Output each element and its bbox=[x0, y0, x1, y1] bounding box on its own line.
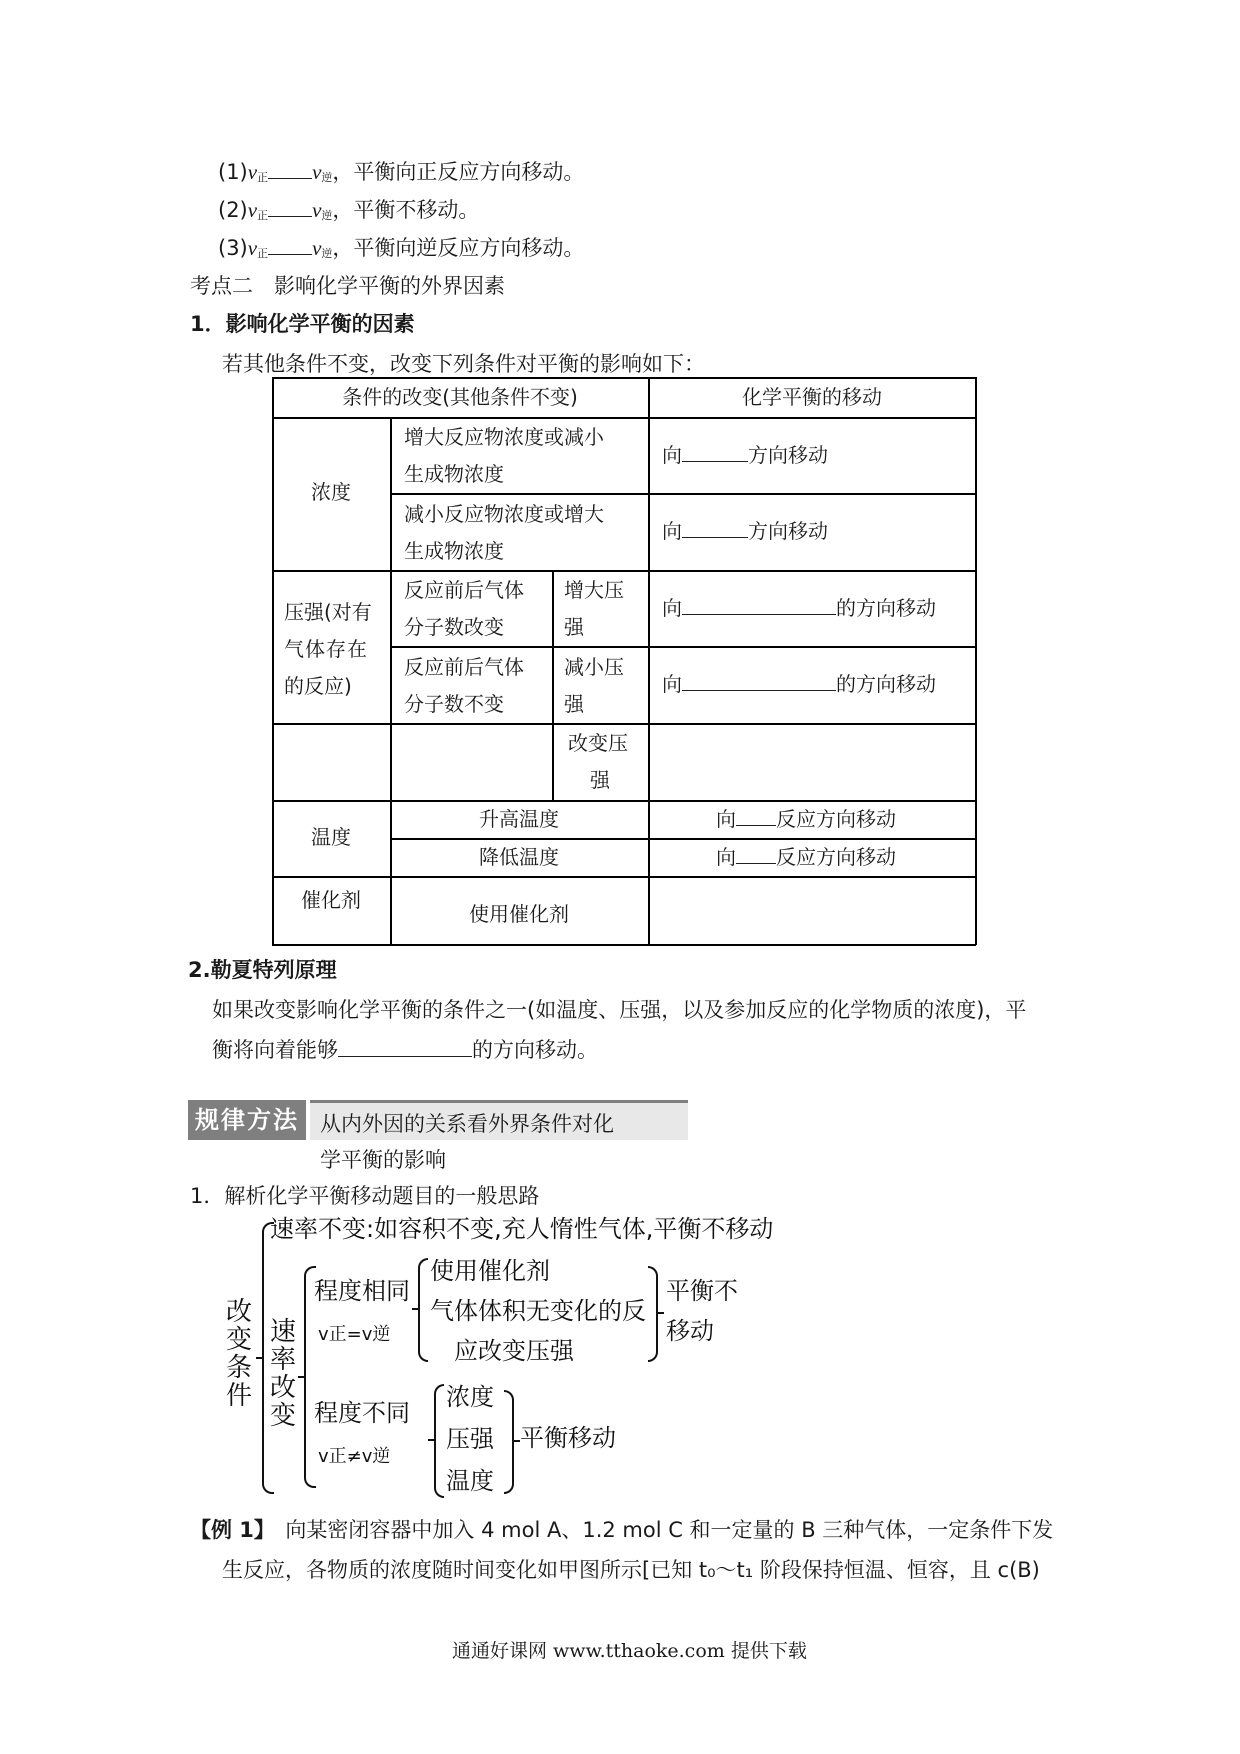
row-label-pressure: 的反应) bbox=[284, 674, 352, 698]
result-cell bbox=[662, 513, 828, 550]
result-cell bbox=[662, 590, 936, 627]
table-rule bbox=[272, 944, 976, 946]
result-pre: 向 bbox=[662, 443, 682, 467]
answer-blank bbox=[268, 236, 312, 255]
method-tag: 规律方法 bbox=[188, 1100, 306, 1140]
table-rule bbox=[390, 417, 392, 945]
line-prefix: (3) bbox=[218, 236, 248, 260]
brace-tip bbox=[256, 1357, 264, 1359]
brace-tip bbox=[428, 1439, 436, 1441]
answer-blank bbox=[682, 443, 748, 462]
same-degree: 程度相同 bbox=[314, 1277, 410, 1305]
same-brace bbox=[418, 1258, 428, 1362]
result-pre: 向 bbox=[716, 845, 736, 869]
rate-char: 率 bbox=[270, 1345, 297, 1375]
gas-volume-line: 应改变压强 bbox=[454, 1337, 574, 1365]
rate-char: 速 bbox=[270, 1317, 297, 1347]
analysis-heading: 1．解析化学平衡移动题目的一般思路 bbox=[190, 1184, 540, 1208]
line-text: ，平衡向正反应方向移动。 bbox=[332, 160, 585, 184]
principle-line: 如果改变影响化学平衡的条件之一(如温度、压强，以及参加反应的化学物质的浓度)，平 bbox=[212, 998, 1027, 1022]
result-post: 反应方向移动 bbox=[776, 807, 896, 831]
v-symbol: v bbox=[312, 198, 322, 222]
principle-post: 的方向移动。 bbox=[472, 1038, 598, 1062]
v-symbol: v bbox=[247, 236, 258, 260]
root-label bbox=[226, 1298, 252, 1410]
factor: 浓度 bbox=[446, 1383, 494, 1411]
header-conditions: 条件的改变(其他条件不变) bbox=[342, 385, 578, 409]
subscript: 正 bbox=[257, 247, 269, 260]
table-rule bbox=[552, 570, 554, 800]
cond-text: 强 bbox=[590, 768, 610, 792]
table-rule bbox=[272, 570, 976, 572]
subscript: 逆 bbox=[321, 209, 333, 222]
item-heading: 2.勒夏特列原理 bbox=[188, 958, 337, 982]
cond-text: 强 bbox=[564, 692, 584, 716]
no-move: 平衡不 bbox=[666, 1277, 738, 1305]
brace-tip bbox=[412, 1308, 420, 1310]
result-cell bbox=[716, 801, 896, 838]
diff-degree: 程度不同 bbox=[314, 1399, 410, 1427]
answer-blank bbox=[268, 160, 312, 179]
result-post: 的方向移动 bbox=[836, 596, 936, 620]
example-tag: 【例 1】 bbox=[190, 1518, 265, 1542]
method-title: 从内外因的关系看外界条件对化 bbox=[320, 1112, 614, 1136]
row-label-pressure: 压强(对有 bbox=[284, 600, 372, 624]
table-rule bbox=[390, 493, 976, 495]
row-label-pressure: 气体存在 bbox=[284, 637, 368, 661]
table-rule bbox=[390, 646, 976, 648]
v-symbol: v bbox=[312, 160, 322, 184]
line-text: ，平衡向逆反应方向移动。 bbox=[332, 236, 585, 260]
result-cell bbox=[662, 437, 828, 474]
cond-text: 增大反应物浓度或减小 bbox=[404, 425, 604, 449]
footer: 通通好课网 www.tthaoke.com 提供下载 bbox=[452, 1640, 807, 1662]
table-rule bbox=[272, 377, 274, 945]
v-symbol: v bbox=[247, 198, 258, 222]
intro-line-3 bbox=[218, 234, 584, 268]
subscript: 逆 bbox=[321, 247, 333, 260]
no-move-brace bbox=[648, 1266, 658, 1362]
example-line-1 bbox=[190, 1516, 1053, 1544]
root-char: 条 bbox=[226, 1353, 253, 1383]
table-rule bbox=[648, 377, 650, 945]
result-pre: 向 bbox=[662, 672, 682, 696]
use-catalyst: 使用催化剂 bbox=[430, 1257, 550, 1285]
cond-text: 生成物浓度 bbox=[404, 539, 504, 563]
diff-neq: v正≠v逆 bbox=[318, 1446, 391, 1467]
cond-text: 升高温度 bbox=[479, 807, 559, 831]
subscript: 正 bbox=[257, 171, 269, 184]
cond-text: 分子数改变 bbox=[404, 615, 504, 639]
root-char: 改 bbox=[226, 1297, 253, 1327]
intro-line-1 bbox=[218, 158, 584, 192]
no-move: 移动 bbox=[666, 1317, 714, 1345]
gas-volume-line: 气体体积无变化的反 bbox=[430, 1297, 646, 1325]
result-pre: 向 bbox=[716, 807, 736, 831]
row-label-concentration: 浓度 bbox=[311, 480, 351, 504]
result-pre: 向 bbox=[662, 596, 682, 620]
same-eq: v正=v逆 bbox=[318, 1324, 391, 1345]
table-rule bbox=[975, 377, 977, 945]
factor: 压强 bbox=[446, 1425, 494, 1453]
row-label-catalyst: 催化剂 bbox=[301, 888, 361, 912]
v-symbol: v bbox=[312, 236, 322, 260]
rate-char: 改 bbox=[270, 1373, 297, 1403]
factor: 温度 bbox=[446, 1467, 494, 1495]
answer-blank bbox=[682, 672, 836, 691]
row-label-temperature: 温度 bbox=[311, 825, 351, 849]
cond-text: 反应前后气体 bbox=[404, 578, 524, 602]
line-prefix: (1) bbox=[218, 160, 248, 184]
method-banner bbox=[188, 1100, 688, 1140]
cond-text: 减小反应物浓度或增大 bbox=[404, 502, 604, 526]
rate-unchanged: 速率不变:如容积不变,充人惰性气体,平衡不移动 bbox=[270, 1215, 774, 1243]
brace-tip bbox=[656, 1312, 664, 1314]
result-post: 方向移动 bbox=[748, 443, 828, 467]
answer-blank bbox=[682, 519, 748, 538]
brace-tip bbox=[512, 1440, 520, 1442]
subscript: 正 bbox=[257, 209, 269, 222]
cond-text: 减小压 bbox=[564, 655, 624, 679]
cond-text: 使用催化剂 bbox=[469, 902, 569, 926]
table-rule bbox=[272, 417, 976, 419]
brace-tip bbox=[298, 1376, 306, 1378]
result-cell bbox=[662, 666, 936, 703]
cond-text: 反应前后气体 bbox=[404, 655, 524, 679]
answer-blank bbox=[736, 845, 776, 864]
answer-blank bbox=[338, 1038, 472, 1057]
example-text: 向某密闭容器中加入 4 mol A、1.2 mol C 和一定量的 B 三种气体，一定条件下发 bbox=[264, 1518, 1054, 1542]
example-line-2: 生反应，各物质的浓度随时间变化如甲图所示[已知 t₀～t₁ 阶段保持恒温、恒容，且 c(B) bbox=[222, 1558, 1040, 1582]
result-post: 反应方向移动 bbox=[776, 845, 896, 869]
cond-text: 强 bbox=[564, 615, 584, 639]
v-symbol: v bbox=[247, 160, 258, 184]
item-intro: 若其他条件不变，改变下列条件对平衡的影响如下： bbox=[222, 352, 705, 376]
answer-blank bbox=[682, 596, 836, 615]
cond-text: 分子数不变 bbox=[404, 692, 504, 716]
cond-text: 生成物浓度 bbox=[404, 462, 504, 486]
result-post: 的方向移动 bbox=[836, 672, 936, 696]
intro-line-2 bbox=[218, 196, 479, 230]
table-rule bbox=[272, 876, 976, 878]
item-heading: 1．影响化学平衡的因素 bbox=[190, 312, 415, 336]
cond-text: 改变压 bbox=[568, 731, 628, 755]
line-prefix: (2) bbox=[218, 198, 248, 222]
factors-table bbox=[272, 377, 976, 945]
cond-text: 降低温度 bbox=[479, 845, 559, 869]
principle-line bbox=[212, 1036, 598, 1064]
result-post: 方向移动 bbox=[748, 519, 828, 543]
root-char: 件 bbox=[226, 1381, 253, 1411]
equilibrium-move: 平衡移动 bbox=[520, 1424, 616, 1452]
rate-char: 变 bbox=[270, 1401, 297, 1431]
result-pre: 向 bbox=[662, 519, 682, 543]
result-cell bbox=[716, 839, 896, 876]
header-shift: 化学平衡的移动 bbox=[742, 385, 882, 409]
line-text: ，平衡不移动。 bbox=[332, 198, 480, 222]
rate-change-label bbox=[270, 1318, 296, 1430]
cond-text: 增大压 bbox=[564, 578, 624, 602]
root-char: 变 bbox=[226, 1325, 253, 1355]
section-heading: 考点二 影响化学平衡的外界因素 bbox=[190, 274, 505, 298]
answer-blank bbox=[268, 198, 312, 217]
factor-brace bbox=[434, 1384, 444, 1498]
method-title-cont: 学平衡的影响 bbox=[320, 1148, 446, 1172]
principle-pre: 衡将向着能够 bbox=[212, 1038, 338, 1062]
answer-blank bbox=[736, 807, 776, 826]
move-brace bbox=[504, 1390, 514, 1494]
subscript: 逆 bbox=[321, 171, 333, 184]
